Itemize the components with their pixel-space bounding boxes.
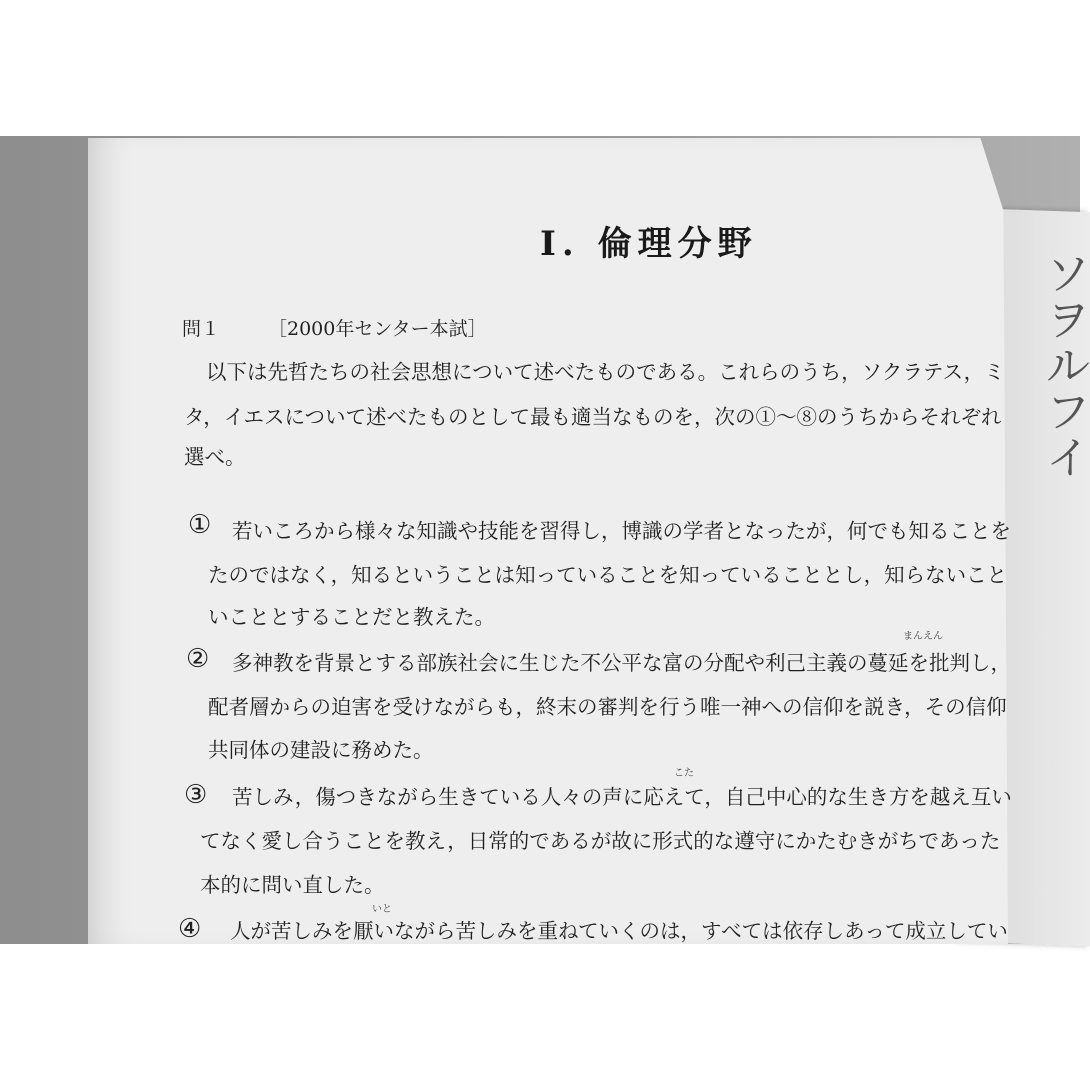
prompt-line: 選べ。 bbox=[184, 445, 246, 469]
question-source: ［2000年センター本試］ bbox=[268, 318, 487, 340]
handwritten-margin-notes: ソ ヲル フ イ bbox=[1046, 249, 1086, 484]
choice-number: ② bbox=[186, 644, 210, 674]
choice-line: 配者層からの迫害を受けながらも，終末の審判を行う唯一神への信仰を説き，その信仰 bbox=[208, 695, 1007, 719]
choice-number: ③ bbox=[184, 780, 208, 810]
choice-line: 人が苦しみを厭いながら苦しみを重ねていくのは，すべては依存しあって成立してい bbox=[230, 919, 1008, 943]
choice-number: ④ bbox=[178, 914, 202, 944]
question-label: 問１ bbox=[182, 318, 221, 340]
choice-line: てなく愛し合うことを教え，日常的であるが故に形式的な遵守にかたむきがちであった bbox=[200, 829, 1001, 853]
choice-line: 苦しみ，傷つきながら生きている人々の声に応えて，自己中心的な生き方を越え互い bbox=[232, 785, 1012, 809]
section-heading: Ⅰ. 倫理分野 bbox=[540, 224, 758, 264]
ruby-reading: まんえん bbox=[903, 631, 943, 642]
choice-number: ① bbox=[188, 510, 212, 540]
choice-line: 本的に問い直した。 bbox=[200, 873, 385, 897]
choice-line: 若いころから様々な知識や技能を習得し，博識の学者となったが，何でも知ることを bbox=[232, 519, 1011, 543]
choice-line: いこととすることだと教えた。 bbox=[208, 605, 495, 629]
choice-line: 多神教を背景とする部族社会に生じた不公平な富の分配や利己主義の蔓延を批判し， bbox=[232, 651, 1011, 675]
choice-line: たのではなく，知るということは知っていることを知っていることとし，知らないこと bbox=[208, 563, 1008, 587]
choice-line: 共同体の建設に務めた。 bbox=[208, 738, 434, 762]
prompt-line: タ，イエスについて述べたものとして最も適当なものを，次の①～⑧のうちからそれぞれ bbox=[184, 405, 1002, 429]
ruby-reading: こた bbox=[674, 768, 694, 779]
prompt-line: 以下は先哲たちの社会思想について述べたものである。これらのうち，ソクラテス，ミ bbox=[206, 360, 1005, 384]
ruby-reading: いと bbox=[372, 904, 392, 915]
